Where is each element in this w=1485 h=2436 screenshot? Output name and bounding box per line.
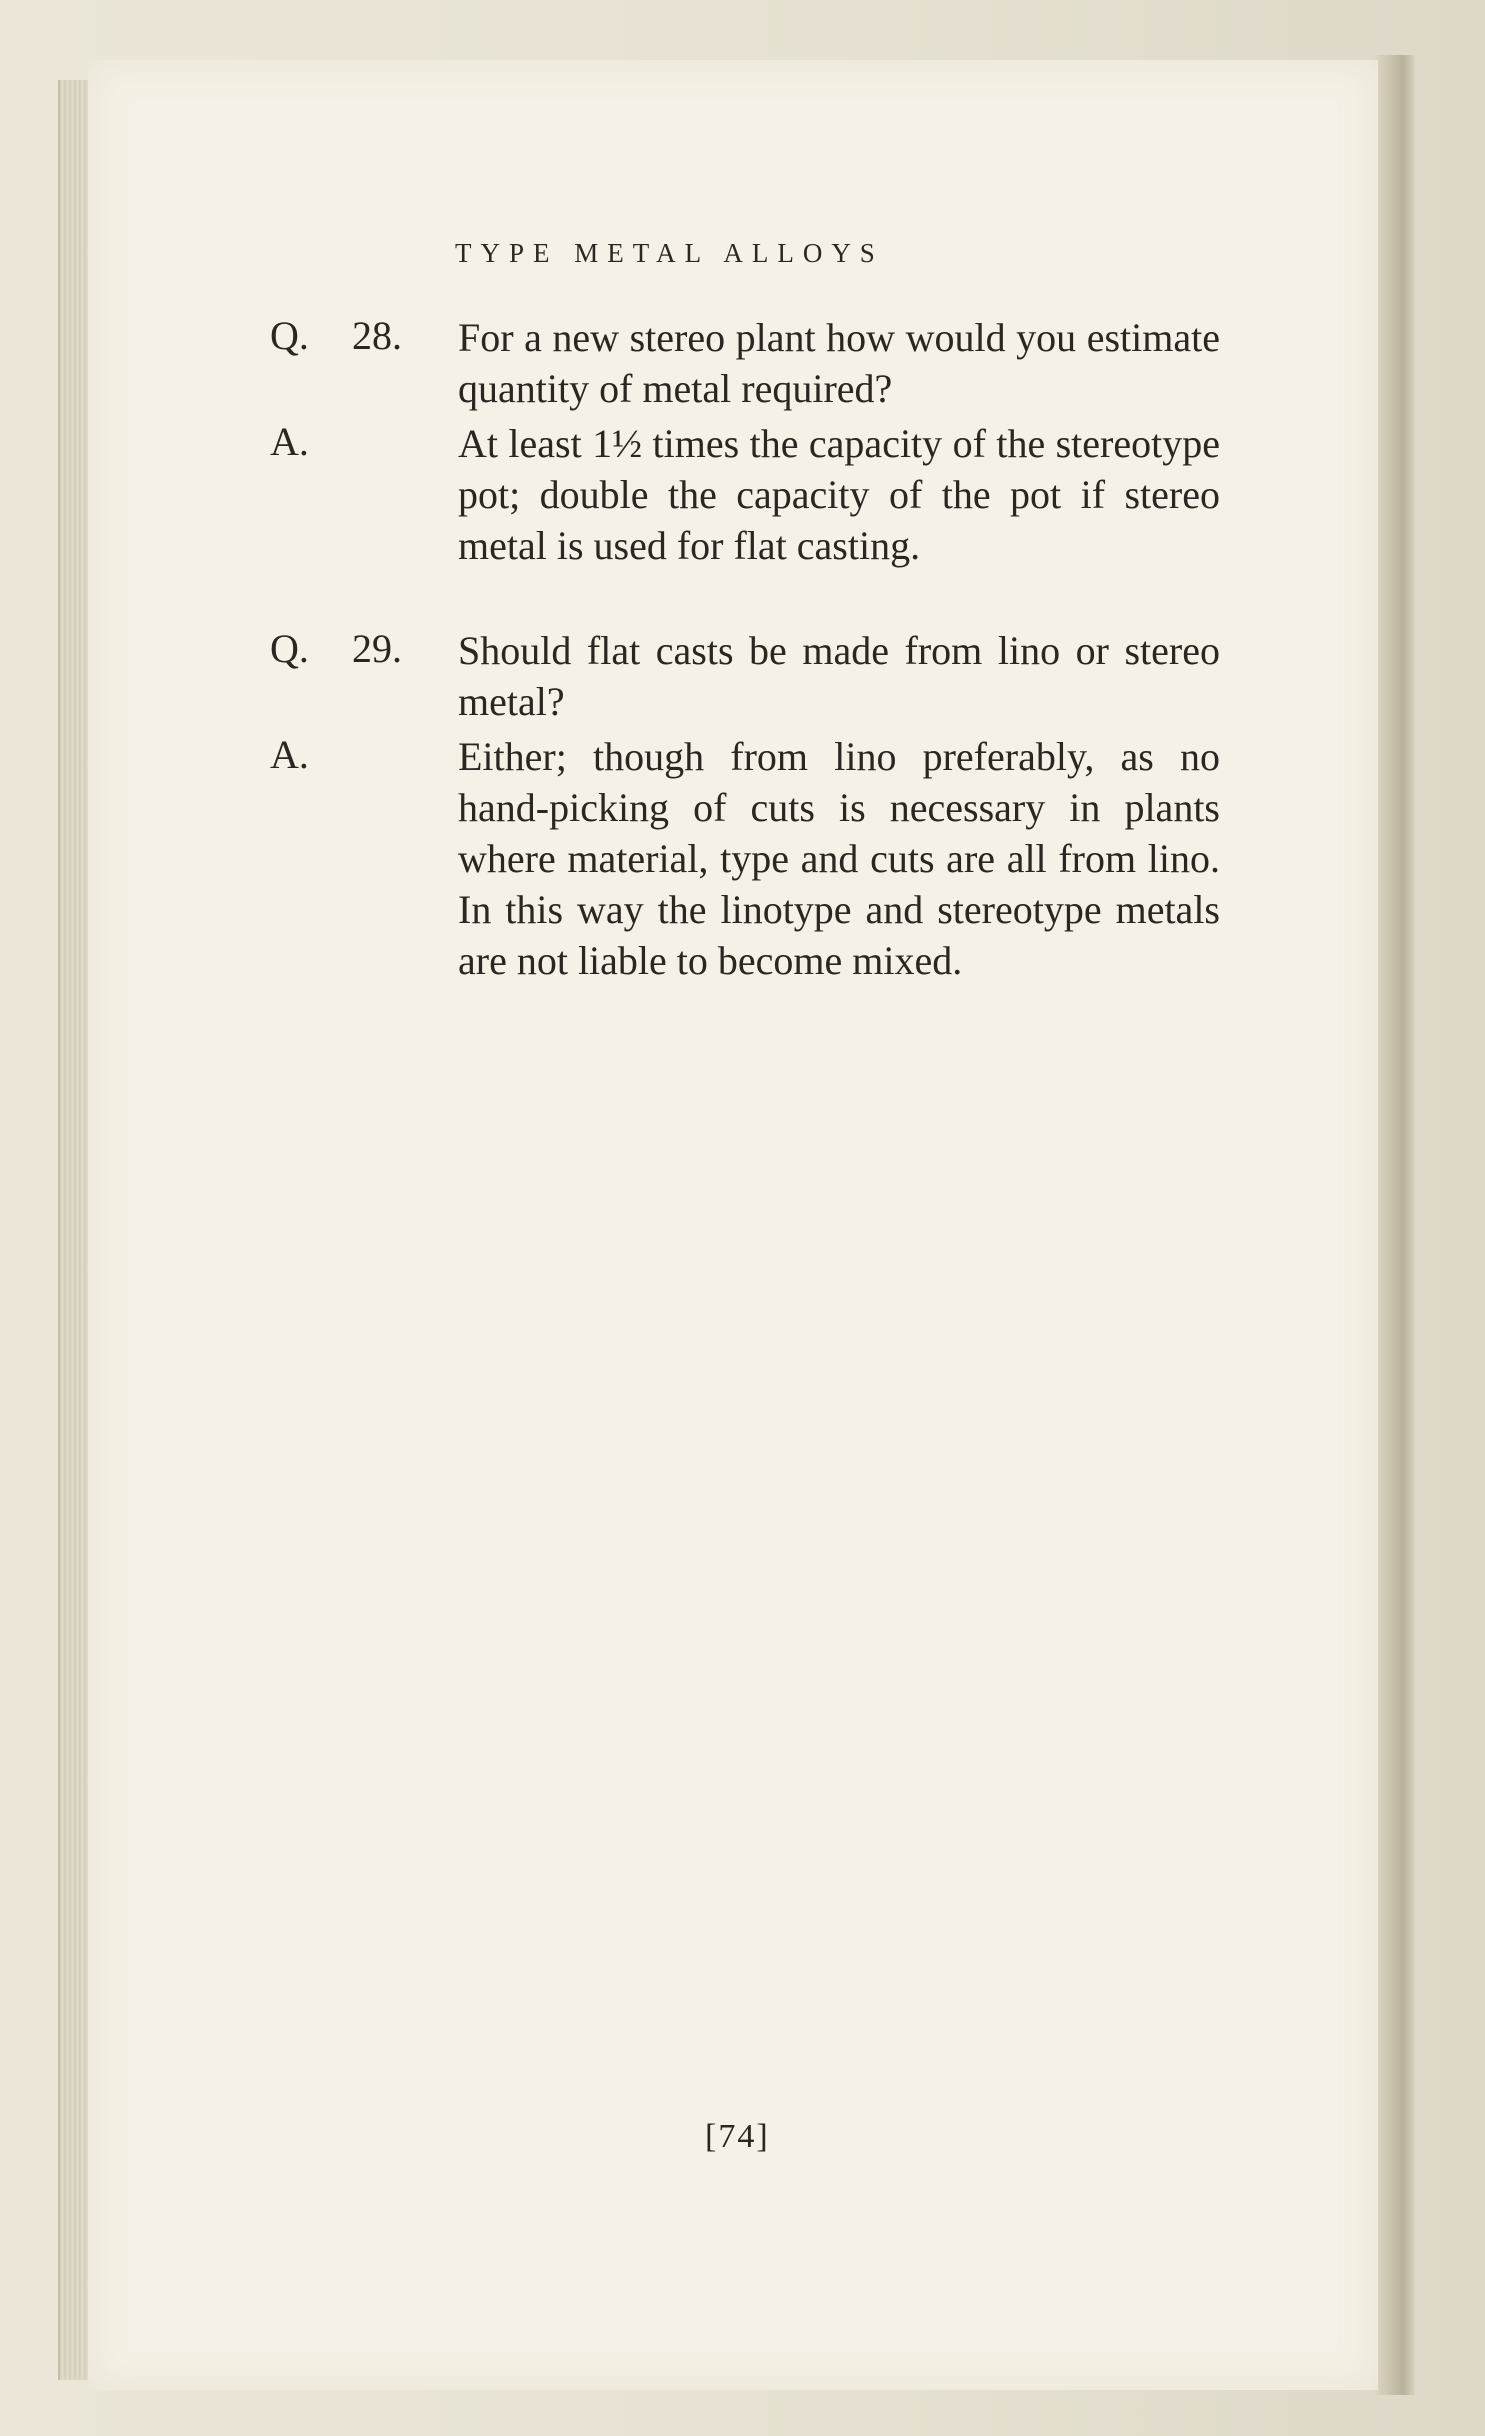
entry-marker: Q. — [270, 626, 309, 671]
entry-marker: Q. — [270, 313, 309, 358]
entry-marker: A. — [270, 419, 309, 464]
entry-number: 29. — [352, 626, 402, 671]
page-gutter-right — [1375, 55, 1415, 2395]
entry-text: At least 1½ times the capacity of the stereotype pot; double the capacity of the pot if stereo metal is used for flat casting. — [458, 421, 1220, 568]
running-head: TYPE METAL ALLOYS — [455, 238, 884, 268]
entry-text: Should flat casts be made from lino or stereo metal? — [458, 628, 1220, 724]
page-number: [74] — [705, 2118, 770, 2155]
entry-text: For a new stereo plant how would you estimate quantity of metal required? — [458, 315, 1220, 411]
entry-text: Either; though from lino preferably, as no hand-picking of cuts is necessary in plants where material, type and cuts are all from lino. In this way the linotype and stereotype metals are not liable to become mixed. — [458, 734, 1220, 983]
entry-number: 28. — [352, 313, 402, 358]
entry-marker: A. — [270, 732, 309, 777]
